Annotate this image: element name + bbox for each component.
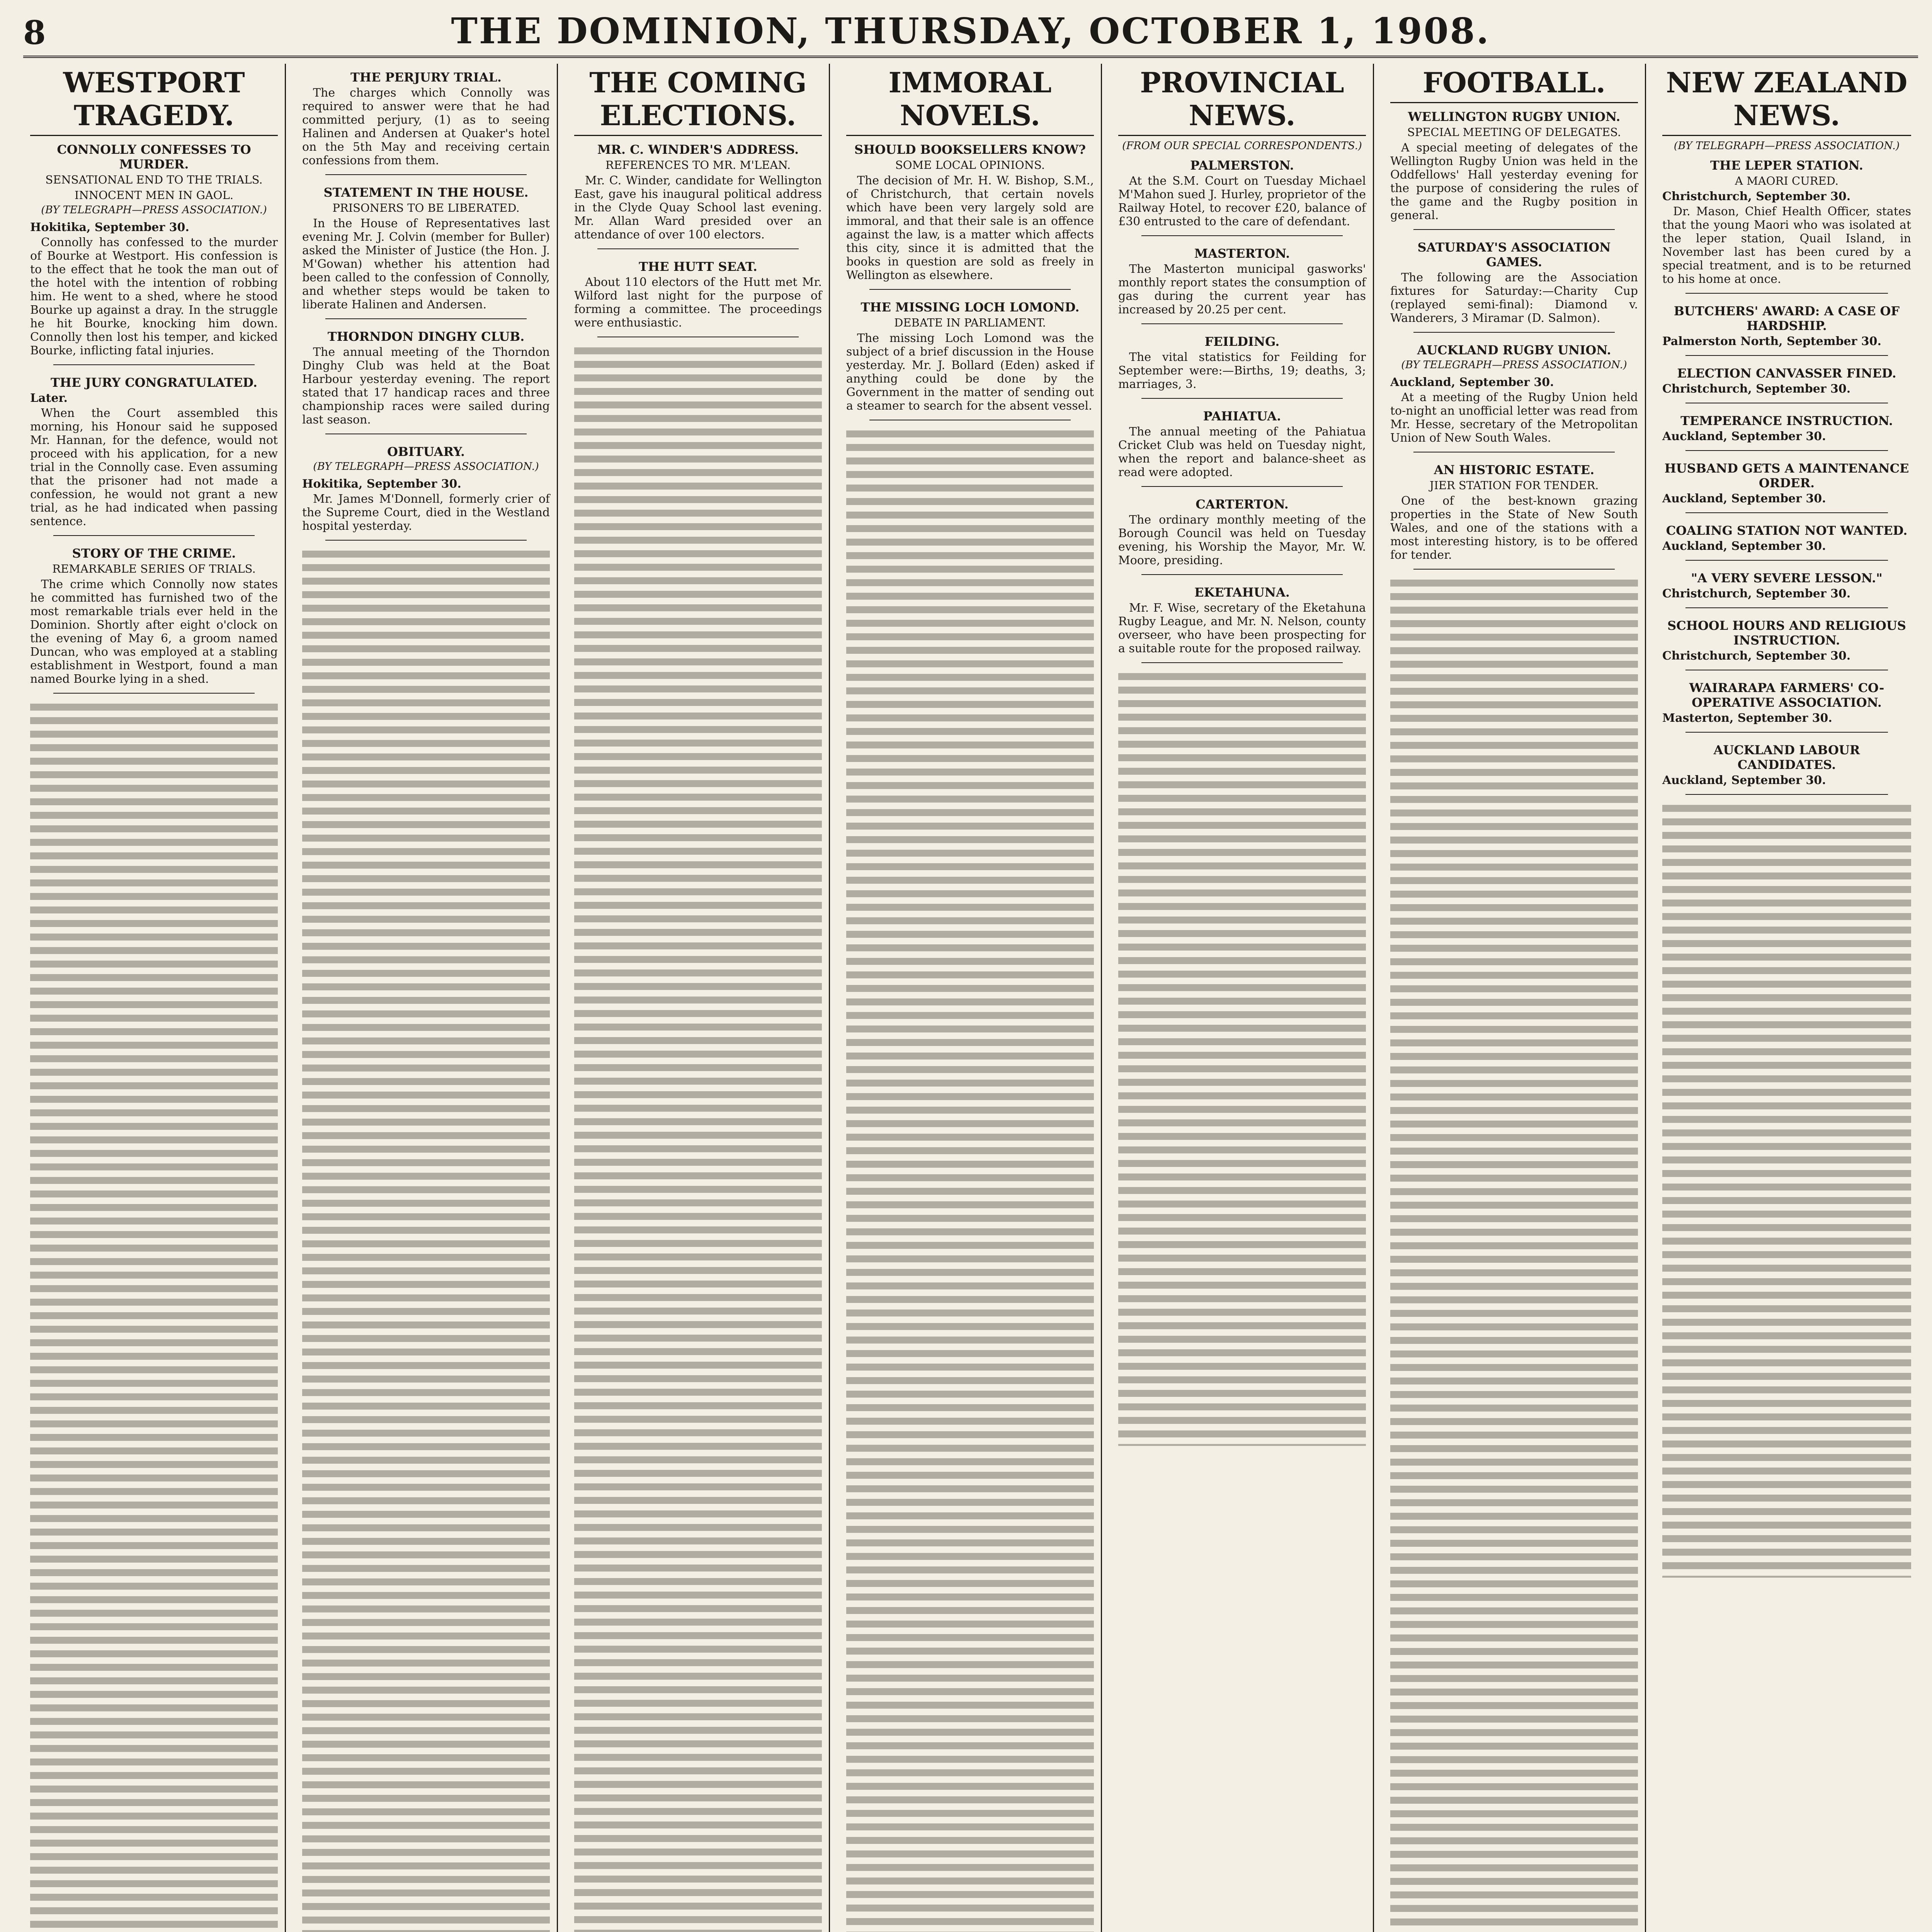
article-subheadline: SPECIAL MEETING OF DELEGATES.	[1407, 126, 1621, 139]
article	[1118, 334, 1366, 399]
article-headline: PAHIATUA.	[1203, 409, 1281, 423]
article-headline: WAIRARAPA FARMERS' CO-OPERATIVE ASSOCIATION.	[1689, 680, 1884, 710]
article	[1118, 246, 1366, 324]
article-body: One of the best-known grazing properties in the State of New South Wales, and one of the stations with a most interesting history, is to be offered for tender.	[1390, 494, 1638, 562]
newspaper-columns	[23, 64, 1918, 1932]
column-text-block	[1118, 673, 1366, 1446]
article-dateline: Christchurch, September 30.	[1662, 649, 1851, 663]
article-body: The ordinary monthly meeting of the Borough Council was held on Tuesday evening, his Worship the Mayor, Mr. W. Moore, presiding.	[1118, 513, 1366, 567]
article-headline: STORY OF THE CRIME.	[72, 546, 236, 561]
article-body: The vital statistics for Feilding for September were:—Births, 19; deaths, 3; marriages, 3.	[1118, 350, 1366, 391]
article-headline: EKETAHUNA.	[1194, 585, 1290, 600]
article-body: Mr. James M'Donnell, formerly crier of the Supreme Court, died in the Westland hospital yesterday.	[302, 492, 550, 533]
article-headline: SATURDAY'S ASSOCIATION GAMES.	[1417, 240, 1611, 269]
article-rule	[53, 535, 255, 536]
article	[30, 546, 278, 694]
column-text-block	[302, 551, 550, 1932]
column-heading: WESTPORT TRAGEDY.	[30, 66, 278, 136]
article-body: The annual meeting of the Thorndon Dinghy Club was held at the Boat Harbour yesterday evening. The report stated that 17 handicap races and three championship races were sailed during last season.	[302, 345, 550, 427]
article-body: Dr. Mason, Chief Health Officer, states that the young Maori who was isolated at the leper station, Quail Island, in November last has been cured by a special treatment, and is to be returned to his home at once.	[1662, 205, 1911, 286]
article-rule	[1141, 486, 1343, 487]
column-2	[295, 64, 558, 1932]
article-headline: ELECTION CANVASSER FINED.	[1677, 366, 1896, 381]
article-subheadline: PRISONERS TO BE LIBERATED.	[332, 201, 520, 214]
article	[30, 375, 278, 536]
article	[302, 70, 550, 175]
article-rule	[1685, 560, 1888, 561]
article-body: At a meeting of the Rugby Union held to-night an unofficial letter was read from Mr. Hesse, secretary of the Metropolitan Union of New South Wales.	[1390, 391, 1638, 445]
article-headline: BUTCHERS' AWARD: A CASE OF HARDSHIP.	[1673, 304, 1900, 333]
article-headline: COALING STATION NOT WANTED.	[1666, 523, 1908, 538]
article	[1390, 463, 1638, 570]
article-headline: OBITUARY.	[387, 444, 465, 459]
article-rule	[1685, 732, 1888, 733]
article-rule	[53, 364, 255, 365]
article-rule	[1685, 794, 1888, 795]
column-text-block	[1662, 805, 1911, 1578]
press-tag: (FROM OUR SPECIAL CORRESPONDENTS.)	[1122, 140, 1362, 152]
article	[1662, 461, 1911, 513]
article-headline: THE MISSING LOCH LOMOND.	[861, 300, 1080, 315]
press-tag: (BY TELEGRAPH—PRESS ASSOCIATION.)	[1673, 140, 1900, 152]
article	[302, 444, 550, 541]
article-body: Mr. F. Wise, secretary of the Eketahuna Rugby League, and Mr. N. Nelson, county overseer, who have been prospecting for a suitable route for the proposed railway.	[1118, 601, 1366, 655]
article-dateline: Christchurch, September 30.	[1662, 190, 1851, 203]
column-1	[23, 64, 286, 1932]
column-text-block	[1390, 580, 1638, 1932]
article	[302, 329, 550, 434]
page-number: 8	[23, 14, 46, 52]
article-dateline: Auckland, September 30.	[1390, 376, 1554, 389]
article-rule	[1685, 355, 1888, 356]
column-5	[1111, 64, 1374, 1932]
article-body: When the Court assembled this morning, his Honour said he supposed Mr. Hannan, for the defence, would not proceed with his application, for a new trial in the Connolly case. Even assuming that the prisoner had not made a confession, he would not grant a new trial, as he had indicated when passing sentence.	[30, 406, 278, 528]
article	[30, 142, 278, 365]
article-dateline: Christchurch, September 30.	[1662, 587, 1851, 600]
article-body: The Masterton municipal gasworks' monthly report states the consumption of gas during the current year has increased by 20.25 per cent.	[1118, 262, 1366, 316]
article	[1118, 497, 1366, 575]
article-headline: TEMPERANCE INSTRUCTION.	[1680, 413, 1893, 428]
article-subheadline: A MAORI CURED.	[1735, 174, 1839, 187]
column-heading: NEW ZEALAND NEWS.	[1662, 66, 1911, 136]
article-rule	[325, 318, 527, 319]
column-text-block	[846, 430, 1094, 1932]
article-dateline: Auckland, September 30.	[1662, 774, 1826, 787]
article-rule	[1685, 450, 1888, 451]
article	[1662, 366, 1911, 403]
article-headline: CARTERTON.	[1196, 497, 1289, 512]
article-rule	[1141, 235, 1343, 236]
article-headline: AN HISTORIC ESTATE.	[1434, 463, 1595, 477]
article	[1662, 158, 1911, 294]
article-headline: CONNOLLY CONFESSES TO MURDER.	[57, 142, 251, 172]
article-subheadline: DEBATE IN PARLIAMENT.	[894, 316, 1046, 329]
article-headline: STATEMENT IN THE HOUSE.	[323, 185, 529, 200]
article-body: The decision of Mr. H. W. Bishop, S.M., of Christchurch, that certain novels which have been very largely sold are immoral, and that their sale is an offence against the law, is a matter which affects this city, since it is admitted that the books in question are sold as freely in Wellington as elsewhere.	[846, 174, 1094, 282]
press-tag: (BY TELEGRAPH—PRESS ASSOCIATION.)	[1401, 359, 1627, 371]
article-rule	[1413, 229, 1615, 230]
article-body: The annual meeting of the Pahiatua Cricket Club was held on Tuesday night, when the report and balance-sheet as read were adopted.	[1118, 425, 1366, 479]
article-subheadline: REFERENCES TO MR. M'LEAN.	[605, 158, 791, 172]
article-headline: SHOULD BOOKSELLERS KNOW?	[854, 142, 1086, 157]
article	[1662, 680, 1911, 733]
article	[1662, 413, 1911, 451]
article	[574, 259, 822, 337]
article	[1662, 304, 1911, 356]
column-6	[1383, 64, 1646, 1932]
article-headline: MR. C. WINDER'S ADDRESS.	[597, 142, 799, 157]
column-text-block	[30, 704, 278, 1932]
column-heading: IMMORAL NOVELS.	[846, 66, 1094, 136]
article-headline: THE JURY CONGRATULATED.	[50, 375, 258, 390]
article-rule	[1685, 512, 1888, 513]
article-body: The following are the Association fixtures for Saturday:—Charity Cup (replayed semi-final): Diamond v. Wanderers, 3 Miramar (D. Salmon).	[1390, 271, 1638, 325]
article-headline: WELLINGTON RUGBY UNION.	[1408, 109, 1621, 124]
column-3	[567, 64, 830, 1932]
article	[1662, 571, 1911, 608]
press-tag: (BY TELEGRAPH—PRESS ASSOCIATION.)	[313, 461, 539, 473]
article-body: The missing Loch Lomond was the subject of a brief discussion in the House yesterday. Mr. J. Bollard (Eden) asked if anything could be done by the Government in the matter of sending out a steamer to search for the absent vessel.	[846, 332, 1094, 413]
article	[1118, 409, 1366, 487]
column-heading: THE COMING ELECTIONS.	[574, 66, 822, 136]
article-subheadline: JIER STATION FOR TENDER.	[1429, 479, 1599, 492]
press-tag: (BY TELEGRAPH—PRESS ASSOCIATION.)	[41, 204, 267, 216]
article	[1662, 743, 1911, 795]
article-headline: AUCKLAND RUGBY UNION.	[1417, 343, 1611, 357]
article	[1390, 109, 1638, 230]
column-4	[839, 64, 1102, 1932]
article-body: A special meeting of delegates of the Wellington Rugby Union was held in the Oddfellows' Hall yesterday evening for the purpose of considering the rules of the game and the Rugby position in general.	[1390, 141, 1638, 222]
article-body: Mr. C. Winder, candidate for Wellington East, gave his inaugural political address in the Clyde Quay School last evening. Mr. Allan Ward presided over an attendance of over 100 electors.	[574, 174, 822, 242]
article-subheadline: INNOCENT MEN IN GAOL.	[74, 189, 234, 202]
newspaper-title: THE DOMINION, THURSDAY, OCTOBER 1, 1908.	[451, 10, 1490, 52]
article-dateline: Hokitika, September 30.	[302, 477, 461, 491]
column-text-block	[574, 347, 822, 1932]
column-7	[1655, 64, 1918, 1932]
article-rule	[1413, 332, 1615, 333]
article-rule	[1413, 569, 1615, 570]
article-subheadline: REMARKABLE SERIES OF TRIALS.	[52, 562, 256, 575]
article-dateline: Hokitika, September 30.	[30, 221, 189, 234]
article-rule	[1685, 607, 1888, 608]
article-body: The charges which Connolly was required to answer were that he had committed perjury, (1) as to seeing Halinen and Andersen at Quaker's hotel on the 5th May and receiving certain confessions from them.	[302, 86, 550, 167]
article	[1390, 240, 1638, 333]
article-dateline: Auckland, September 30.	[1662, 539, 1826, 553]
article-rule	[1141, 323, 1343, 324]
article-body: In the House of Representatives last evening Mr. J. Colvin (member for Buller) asked the Minister of Justice (the Hon. J. M'Gowan) whether his attention had been called to the confession of Connolly, and whether steps would be taken to liberate Halinen and Andersen.	[302, 217, 550, 311]
article	[302, 185, 550, 319]
article	[1662, 618, 1911, 670]
article-body: The crime which Connolly now states he committed has furnished two of the most remarkable trials ever held in the Dominion. Shortly after eight o'clock on the evening of May 6, a groom named Duncan, who was employed at a stabling establishment in Westport, found a man named Bourke lying in a shed.	[30, 578, 278, 686]
article-rule	[869, 289, 1071, 290]
article-headline: THORNDON DINGHY CLUB.	[327, 329, 525, 344]
article-headline: PALMERSTON.	[1190, 158, 1294, 173]
article	[1118, 158, 1366, 236]
article	[846, 300, 1094, 420]
article-rule	[1685, 293, 1888, 294]
article	[574, 142, 822, 249]
article-rule	[597, 248, 799, 249]
article-rule	[53, 693, 255, 694]
article-headline: FEILDING.	[1204, 334, 1280, 349]
article-dateline: Later.	[30, 391, 68, 405]
article-headline: THE LEPER STATION.	[1710, 158, 1863, 173]
article-headline: THE HUTT SEAT.	[639, 259, 757, 274]
article-headline: HUSBAND GETS A MAINTENANCE ORDER.	[1664, 461, 1909, 490]
article-rule	[325, 174, 527, 175]
article-rule	[1141, 398, 1343, 399]
article-body: At the S.M. Court on Tuesday Michael M'Mahon sued J. Hurley, proprietor of the Railway Hotel, to recover £20, balance of £30 entrusted to the care of defendant.	[1118, 174, 1366, 228]
article-headline: AUCKLAND LABOUR CANDIDATES.	[1713, 743, 1860, 772]
article-dateline: Christchurch, September 30.	[1662, 382, 1851, 396]
article	[1390, 343, 1638, 452]
article-subheadline: SENSATIONAL END TO THE TRIALS.	[45, 173, 263, 186]
article-headline: SCHOOL HOURS AND RELIGIOUS INSTRUCTION.	[1667, 618, 1906, 648]
article	[1118, 585, 1366, 663]
article-dateline: Auckland, September 30.	[1662, 430, 1826, 443]
article	[846, 142, 1094, 290]
column-heading: FOOTBALL.	[1390, 66, 1638, 103]
article-body: About 110 electors of the Hutt met Mr. Wilford last night for the purpose of forming a committee. The proceedings were enthusiastic.	[574, 276, 822, 330]
article-body: Connolly has confessed to the murder of Bourke at Westport. His confession is to the effect that he took the man out of the hotel with the intention of robbing him. He went to a shed, where he stood Bourke up against a dray. In the struggle he hit Bourke, knocking him down. Connolly then lost his temper, and kicked Bourke, inflicting fatal injuries.	[30, 236, 278, 357]
column-heading: PROVINCIAL NEWS.	[1118, 66, 1366, 136]
article-dateline: Palmerston North, September 30.	[1662, 335, 1881, 348]
article-headline: "A VERY SEVERE LESSON."	[1691, 571, 1883, 585]
article-dateline: Auckland, September 30.	[1662, 492, 1826, 505]
masthead	[23, 12, 1918, 58]
article	[1662, 523, 1911, 561]
article-headline: THE PERJURY TRIAL.	[350, 70, 502, 85]
article-rule	[325, 540, 527, 541]
article-subheadline: SOME LOCAL OPINIONS.	[895, 158, 1045, 172]
article-headline: MASTERTON.	[1194, 246, 1290, 261]
article-rule	[1141, 574, 1343, 575]
article-dateline: Masterton, September 30.	[1662, 711, 1832, 725]
article-rule	[1141, 662, 1343, 663]
